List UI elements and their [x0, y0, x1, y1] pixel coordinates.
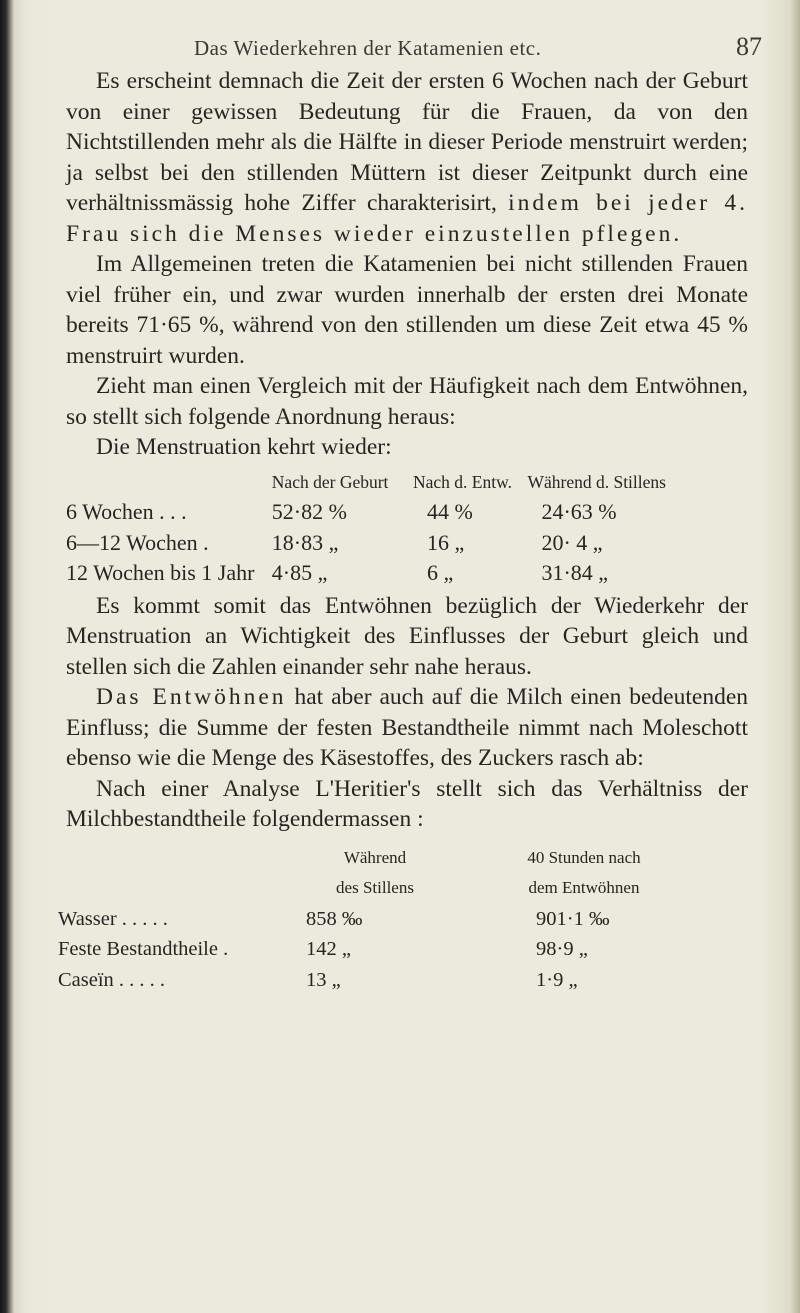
table-row [58, 904, 708, 935]
row-value-after-weaning: 901·1 ‰ [536, 907, 610, 930]
paragraph-1-text: Es erscheint demnach die Zeit der ersten 6 Wochen nach der Geburt von einer gewissen Bedeutung für die Frauen, da von den Nichtstillenden mehr als die Hälfte in dieser Periode menstruirt werden; ja selbst bei den stillenden Müttern ist dieser Zeitpunkt durch eine verhältnissmässig hohe Ziffer charakterisirt, [66, 68, 748, 216]
paragraph-5: Es kommt somit das Entwöhnen bezüglich der Wiederkehr der Menstruation an Wichtigkeit des Einflusses der Geburt gleich und stellen sich die Zahlen einander sehr nahe heraus. [66, 592, 748, 680]
milk-table-header-line1 [58, 843, 708, 874]
table-row [58, 934, 708, 965]
table-row [58, 965, 708, 996]
paragraph-6-emphasis: Das Entwöhnen [96, 684, 287, 710]
page-number: 87 [736, 32, 762, 61]
menstruation-table [66, 467, 666, 589]
paragraph-1-emphasis: indem bei jeder 4. Frau sich die Menses wieder einzustellen pflegen. [66, 190, 748, 247]
header-after-birth: Nach der Geburt [271, 471, 389, 492]
row-value-nursing: 142 „ [306, 938, 351, 960]
paragraph-6-text: hat aber auch auf die Milch einen bedeutenden Einfluss; die Summe der festen Bestandtheile nimmt nach Moleschott ebenso wie die Menge des Käsestoffes, des Zuckers rasch ab: [66, 684, 749, 771]
running-head: Das Wiederkehren der Katamenien etc. [194, 36, 542, 60]
row-value-nursing: 858 ‰ [306, 907, 363, 930]
menstruation-table-header [66, 467, 666, 498]
paragraph-3: Zieht man einen Vergleich mit der Häufigkeit nach dem Entwöhnen, so stellt sich folgende Anordnung heraus: [66, 373, 748, 430]
paragraph-6 [66, 682, 748, 774]
header-weaned-line1: 40 Stunden nach [527, 847, 641, 867]
row-value-nursing: 24·63 % [541, 499, 617, 524]
row-value-weaning: 44 % [427, 499, 473, 524]
row-value-nursing: 13 „ [306, 968, 341, 991]
page-header [0, 32, 800, 66]
paragraph-4: Die Menstruation kehrt wieder: [96, 434, 392, 460]
table-row [66, 558, 666, 589]
header-while-nursing: Während d. Stillens [527, 471, 666, 492]
table-row [66, 497, 666, 528]
milk-table-header-line2 [58, 873, 708, 904]
header-weaned-line2: dem Entwöhnen [528, 878, 640, 897]
row-value-weaning: 6 „ [427, 560, 454, 585]
row-value-nursing: 31·84 „ [541, 560, 609, 585]
header-nursing-line2: des Stillens [336, 878, 414, 897]
paragraph-2: Im Allgemeinen treten die Katamenien bei nicht stillenden Frauen viel früher ein, und zwar wurden innerhalb der ersten drei Monate bereits 71·65 %, während von den stillenden um diese Zeit etwa 45 % menstruirt wurden. [66, 251, 748, 369]
row-value-weaning: 16 „ [427, 529, 465, 555]
milk-table [58, 843, 708, 996]
row-component: Wasser . . . . . [58, 907, 168, 930]
row-value-after-weaning: 1·9 „ [536, 968, 578, 991]
row-period: 6—12 Wochen . [66, 529, 209, 555]
row-value-after-weaning: 98·9 „ [536, 938, 588, 960]
header-nursing-line1: Während [343, 847, 407, 867]
table-row [66, 528, 666, 559]
row-component: Caseïn . . . . . [58, 968, 166, 991]
row-component: Feste Bestandtheile . [58, 938, 229, 960]
row-period: 6 Wochen . . . [66, 499, 187, 524]
row-value-birth: 18·83 „ [271, 529, 339, 555]
page-body [58, 66, 749, 995]
row-value-birth: 52·82 % [271, 499, 347, 524]
header-after-weaning: Nach d. Entw. [413, 471, 512, 492]
row-value-birth: 4·85 „ [271, 560, 328, 585]
paragraph-1 [66, 66, 748, 249]
paragraph-7: Nach einer Analyse L'Heritier's stellt sich das Verhältniss der Milchbestandtheile folgendermassen : [66, 775, 748, 832]
row-value-nursing: 20· 4 „ [541, 529, 603, 555]
row-period: 12 Wochen bis 1 Jahr [66, 560, 255, 585]
